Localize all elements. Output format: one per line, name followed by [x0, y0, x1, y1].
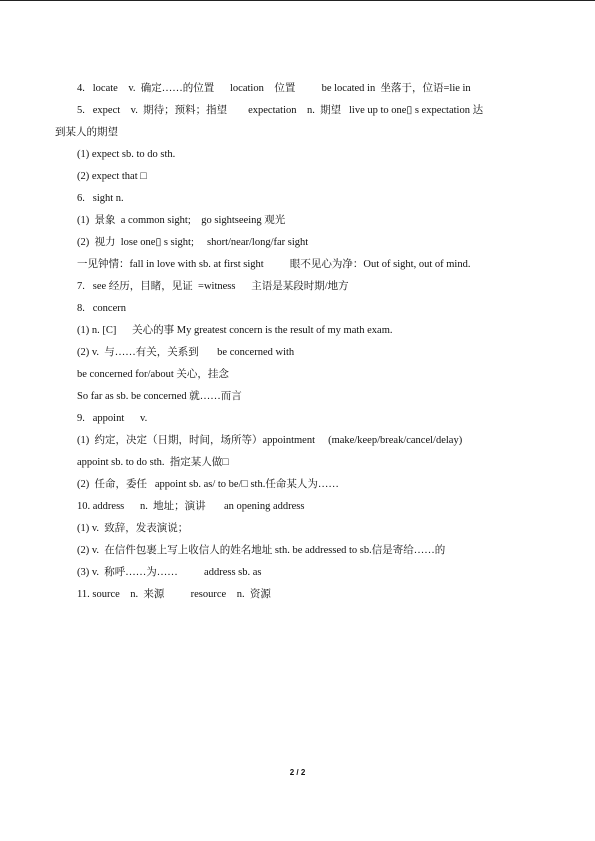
text-line: appoint sb. to do sth. 指定某人做□: [77, 457, 229, 468]
text-line: So far as sb. be concerned 就……而言: [77, 391, 242, 402]
text-line: (2) expect that □: [77, 171, 147, 182]
text-line: be concerned for/about 关心，挂念: [77, 369, 229, 380]
page-number: 2 / 2: [289, 768, 306, 777]
text-line: (1) 景象 a common sight; go sightseeing 观光: [77, 215, 286, 226]
text-line: (1) 约定，决定（日期，时间，场所等）appointment (make/keep/break/cancel/delay): [77, 435, 463, 446]
document-body: [55, 78, 555, 606]
text-line: 10. address n. 地址；演讲 an opening address: [77, 501, 305, 512]
text-line: (2) v. 在信件包裹上写上收信人的姓名地址 sth. be addressed to sb.信是寄给……的: [77, 545, 446, 556]
text-line: (1) n. [C] 关心的事 My greatest concern is the result of my math exam.: [77, 325, 393, 336]
text-line: 到某人的期望: [55, 127, 118, 138]
top-border-line: [0, 0, 595, 1]
text-line: (2) v. 与……有关，关系到 be concerned with: [77, 347, 295, 358]
text-line: 11. source n. 来源 resource n. 资源: [77, 589, 271, 600]
text-line: 5. expect v. 期待；预料；指望 expectation n. 期望 live up to one▯ s expectation 达: [77, 105, 484, 116]
text-line: 9. appoint v.: [77, 413, 148, 424]
text-line: 一见钟情：fall in love with sb. at first sight 眼不见心为净：Out of sight, out of mind.: [77, 259, 471, 270]
text-line: 8. concern: [77, 303, 126, 314]
text-line: (1) v. 致辞，发表演说；: [77, 523, 189, 534]
text-line: 4. locate v. 确定……的位置 location 位置 be located in 坐落于，位语=lie in: [77, 83, 471, 94]
text-line: 7. see 经历，目睹，见证 =witness 主语是某段时期/地方: [77, 281, 349, 292]
text-line: (2) 视力 lose one▯ s sight; short/near/long/far sight: [77, 237, 309, 248]
text-line: (3) v. 称呼……为…… address sb. as: [77, 567, 262, 578]
text-line: (2) 任命，委任 appoint sb. as/ to be/□ sth.任命某人为……: [77, 479, 339, 490]
text-line: 6. sight n.: [77, 193, 124, 204]
text-line: (1) expect sb. to do sth.: [77, 149, 176, 160]
